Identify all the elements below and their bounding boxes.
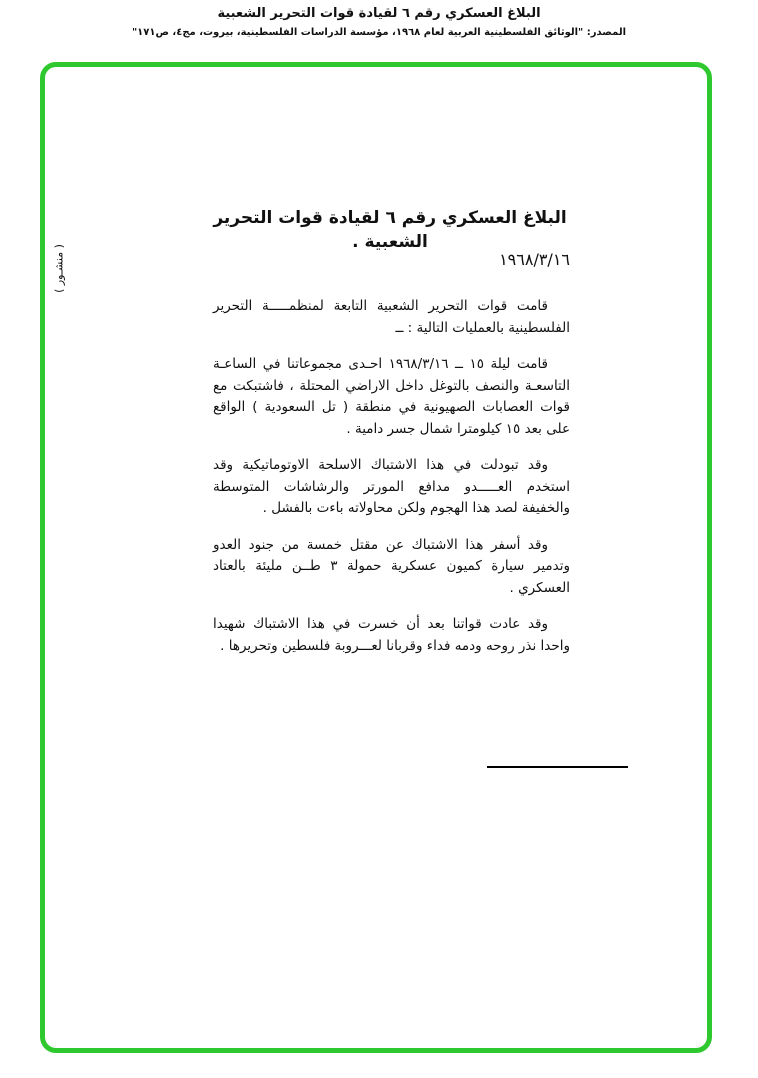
paragraph-intro: قامت قوات التحرير الشعبية التابعة لمنظمـــــة التحرير الفلسطينية بالعمليات التالية : ــ (213, 298, 570, 336)
paragraph-weapons-used: وقد تبودلت في هذا الاشتباك الاسلحة الاوتوماتيكية وقد استخدم العـــــدو مدافع المورتر والرشاشات المتوسطة والخفيفة لصد هذا الهجوم ولكن محاولاته باءت بالفشل . (213, 457, 570, 516)
paragraph-operation-details: قامت ليلة ١٥ ــ ١٩٦٨/٣/١٦ احـدى مجموعاتنا في الساعـة التاسعـة والنصف بالتوغل داخل الاراضي المحتلة ، فاشتبكت مع قوات العصابات الصهيونية في منطقة ( تل السعودية ) الواقع على بعد ١٥ كيلومترا شمال جسر دامية . (213, 356, 570, 437)
page-header-source-line: المصدر: "الوثائق الفلسطينية العربية لعام ١٩٦٨، مؤسسة الدراسات الفلسطينية، بيروت، مج٤، ص١٧١" (131, 27, 627, 38)
signature-divider-line (487, 766, 628, 768)
document-title: البلاغ العسكري رقم ٦ لقيادة قوات التحرير الشعبية . (213, 208, 567, 252)
document-body (213, 296, 570, 672)
paragraph-enemy-losses: وقد أسفر هذا الاشتباك عن مقتل خمسة من جنود العدو وتدمير سيارة كميون عسكرية حمولة ٣ طــن مليئة بالعتاد العسكري . (213, 536, 570, 596)
margin-note-published: ( منشـور ) (52, 244, 66, 293)
document-date: ١٩٦٨/٣/١٦ (499, 250, 570, 269)
paragraph-own-losses: وقد عادت قواتنا بعد أن خسرت في هذا الاشتباك شهيدا واحدا نذر روحه ودمه فداء وقربانا لعـــروبة فلسطين وتحريرها . (213, 616, 570, 654)
page-header-title: البلاغ العسكري رقم ٦ لقيادة قوات التحرير الشعبية (217, 6, 541, 21)
page-header (0, 5, 758, 39)
